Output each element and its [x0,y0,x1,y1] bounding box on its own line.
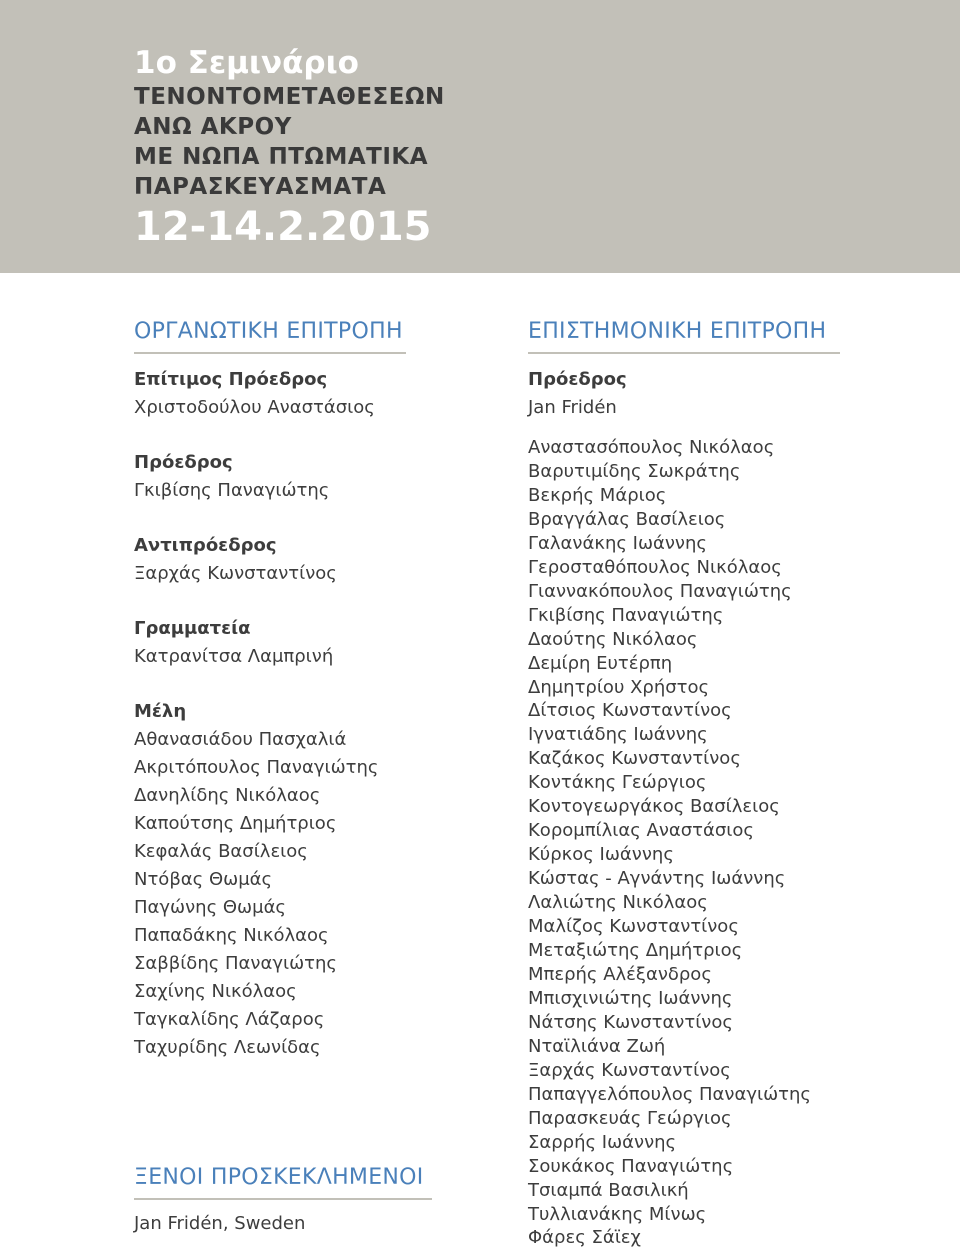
guests-section [134,1164,454,1238]
section-divider [134,1198,432,1200]
person-name: Ξαρχάς Κωνσταντίνος [134,563,337,584]
member-name: Ντόβας Θωμάς [134,869,273,890]
member-name: Νταϊλιάνα Ζωή [528,1035,666,1057]
guests-heading: ΞΕΝΟΙ ΠΡΟΣΚΕΚΛΗΜΕΝΟΙ [134,1165,424,1190]
scientific-committee-section [528,318,928,1250]
member-name: Ταγκαλίδης Λάζαρος [134,1009,325,1030]
member-name: Νάτσης Κωνσταντίνος [528,1011,733,1033]
organizing-committee-section [134,318,454,1089]
role-label: Αντιπρόεδρος [134,535,277,556]
member-name: Δαούτης Νικόλαος [528,628,698,650]
member-name: Τσιαμπά Βασιλική [528,1179,689,1201]
member-name: Αθανασιάδου Πασχαλιά [134,729,347,750]
member-name: Βραγγάλας Βασίλειος [528,508,726,530]
member-name: Σουκάκος Παναγιώτης [528,1155,734,1177]
member-name: Βεκρής Μάριος [528,484,667,506]
president-name: Jan Fridén [528,397,617,418]
topic-line: ΠΑΡΑΣΚΕΥΑΣΜΑΤΑ [134,174,387,200]
member-name: Σαχίνης Νικόλαος [134,981,297,1002]
member-name: Βαρυτιμίδης Σωκράτης [528,460,741,482]
person-name: Γκιβίσης Παναγιώτης [134,480,330,501]
member-name: Δίτσιος Κωνσταντίνος [528,700,732,722]
member-name: Κεφαλάς Βασίλειος [134,841,308,862]
member-name: Τυλλιανάκης Μίνως [528,1203,707,1225]
member-name: Μπερής Αλέξανδρος [528,963,712,985]
member-name: Γαλανάκης Ιωάννης [528,532,707,554]
member-name: Γκιβίσης Παναγιώτης [528,604,724,626]
member-name: Καζάκος Κωνσταντίνος [528,748,741,770]
member-name: Αναστασόπουλος Νικόλαος [528,437,775,458]
topic-line: ΑΝΩ ΑΚΡΟΥ [134,114,292,140]
person-name: Χριστοδούλου Αναστάσιος [134,397,375,418]
member-name: Παπαγγελόπουλος Παναγιώτης [528,1083,811,1105]
role-label: Επίτιμος Πρόεδρος [134,369,328,390]
member-name: Γιαννακόπουλος Παναγιώτης [528,580,792,602]
header-text-block [134,44,445,250]
member-name: Κοντάκης Γεώργιος [528,772,707,794]
role-label: Πρόεδρος [134,452,233,473]
role-label: Πρόεδρος [528,369,627,390]
member-name: Παπαδάκης Νικόλαος [134,925,329,946]
member-name: Μαλίζος Κωνσταντίνος [528,916,739,938]
member-name: Ακριτόπουλος Παναγιώτης [134,757,379,778]
member-name: Φάρες Σάϊεχ [528,1227,641,1249]
committee-group [134,615,454,671]
seminar-title: 1ο Σεμινάριο [134,45,359,81]
scientific-committee-heading: ΕΠΙΣΤΗΜΟΝΙΚΗ ΕΠΙΤΡΟΠΗ [528,319,827,344]
member-name: Ξαρχάς Κωνσταντίνος [528,1059,731,1081]
member-name: Ιγνατιάδης Ιωάννης [528,724,708,746]
member-name: Μεταξιώτης Δημήτριος [528,940,743,962]
member-name: Μπισχινιώτης Ιωάννης [528,987,733,1009]
member-name: Γεροσταθόπουλος Νικόλαος [528,556,782,578]
committee-group [134,532,454,588]
committee-group [134,449,454,505]
guest-name: Jan Fridén, Sweden [134,1213,306,1234]
scientific-members-list [528,436,928,1250]
member-name: Δημητρίου Χρήστος [528,676,710,698]
member-name: Λαλιώτης Νικόλαος [528,892,708,914]
section-divider [528,352,840,354]
member-name: Παρασκευάς Γεώργιος [528,1107,732,1129]
organizing-committee-heading: ΟΡΓΑΝΩΤΙΚΗ ΕΠΙΤΡΟΠΗ [134,319,403,344]
member-name: Δεμίρη Ευτέρπη [528,652,673,674]
member-name: Δανηλίδης Νικόλαος [134,785,321,806]
member-name: Παγώνης Θωμάς [134,897,286,918]
committee-group [134,366,454,422]
member-name: Κώστας - Αγνάντης Ιωάννης [528,868,786,890]
member-name: Σαββίδης Παναγιώτης [134,953,337,974]
header-banner [0,0,960,273]
section-divider [134,352,406,354]
member-name: Καπούτσης Δημήτριος [134,813,337,834]
topic-line: ΤΕΝΟΝΤΟΜΕΤΑΘΕΣΕΩΝ [134,84,445,110]
role-label: Μέλη [134,701,187,722]
role-label: Γραμματεία [134,618,251,639]
member-name: Κοντογεωργάκος Βασίλειος [528,796,780,818]
topic-line: ΜΕ ΝΩΠΑ ΠΤΩΜΑΤΙΚΑ [134,144,429,170]
members-group [134,698,454,1062]
seminar-dates: 12-14.2.2015 [134,204,432,250]
member-name: Σαρρής Ιωάννης [528,1131,677,1153]
member-name: Ταχυρίδης Λεωνίδας [134,1037,321,1058]
person-name: Κατρανίτσα Λαμπρινή [134,646,334,667]
member-name: Κορομπίλιας Αναστάσιος [528,820,754,842]
member-name: Κύρκος Ιωάννης [528,844,674,866]
